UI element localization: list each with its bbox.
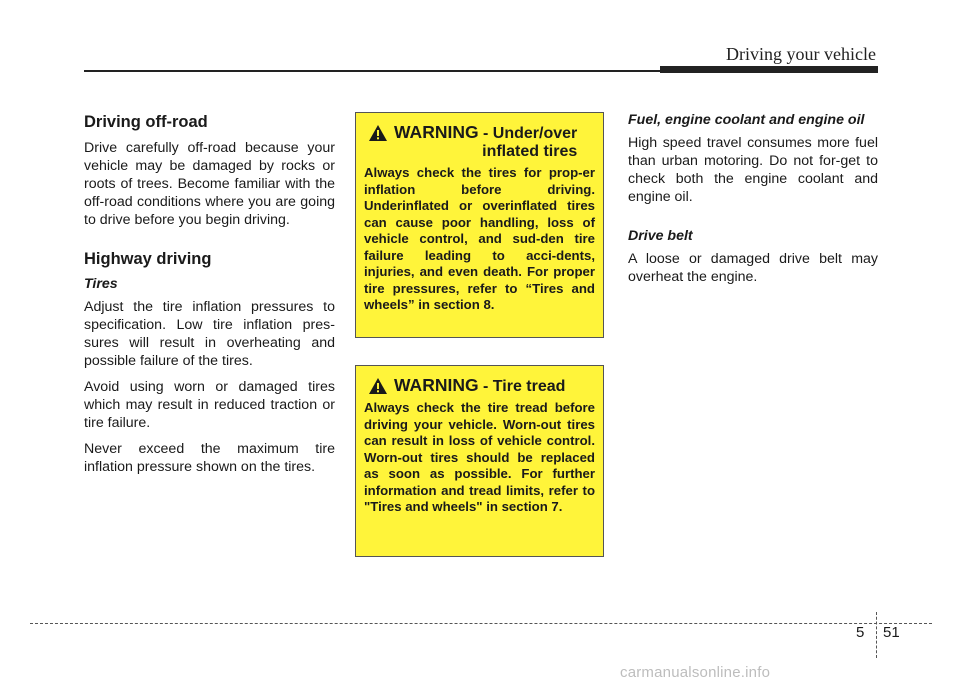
running-header: Driving your vehicle <box>726 44 876 64</box>
subheading-tires: Tires <box>84 276 118 292</box>
fuel-paragraph: High speed travel consumes more fuel than urban motoring. Do not for-get to check both the engine coolant and engine oil. <box>628 135 878 205</box>
right-column <box>628 112 878 294</box>
tires-paragraph-2: Avoid using worn or damaged tires which may result in reduced traction or tire failure. <box>84 379 335 431</box>
subheading-drive-belt: Drive belt <box>628 228 693 244</box>
warning-text: Always check the tires for prop-er inflation before driving. Underinflated or overinflated tires can cause poor handling, loss of vehicle control, and sud-den tire failure leading to acci-dents, injuries, and even death. For proper tire pressures, refer to “Tires and wheels” in section 8. <box>364 165 595 312</box>
header-bar <box>660 66 878 73</box>
left-column <box>84 112 335 484</box>
subheading-fuel-coolant-oil: Fuel, engine coolant and engine oil <box>628 112 865 128</box>
footer-divider <box>876 612 877 658</box>
warning-title-line2: inflated tires <box>482 143 578 160</box>
warning-keyword: WARNING <box>394 122 479 142</box>
warning-box-inflation <box>355 112 604 338</box>
warning-title <box>394 123 577 161</box>
belt-paragraph: A loose or damaged drive belt may overheat the engine. <box>628 251 878 285</box>
warning-box-tread <box>355 365 604 557</box>
header-rule <box>84 70 660 72</box>
heading-highway-driving: Highway driving <box>84 250 212 268</box>
warning-keyword: WARNING <box>394 375 479 395</box>
warning-title <box>394 376 565 396</box>
tires-paragraph-1: Adjust the tire inflation pressures to specification. Low tire inflation pres-sures will result in overheating and possible failure of the tires. <box>84 299 335 369</box>
heading-driving-off-road: Driving off-road <box>84 113 208 131</box>
tires-paragraph-3: Never exceed the maximum tire inflation pressure shown on the tires. <box>84 441 335 475</box>
warning-triangle-icon <box>368 377 388 395</box>
offroad-paragraph: Drive carefully off-road because your vehicle may be damaged by rocks or roots of trees. Become familiar with the off-road conditions where you are going to drive before you begin driving. <box>84 140 335 228</box>
warning-text: Always check the tire tread before driving your vehicle. Worn-out tires can result in loss of vehicle control. Worn-out tires should be replaced as soon as possible. For further information and tread limits, refer to "Tires and wheels" in section 7. <box>364 400 595 514</box>
footer-dashed-rule <box>30 623 932 624</box>
watermark: carmanualsonline.info <box>620 664 771 681</box>
page-number: 51 <box>883 624 900 641</box>
chapter-number: 5 <box>856 624 865 641</box>
warning-title-line1: - Tire tread <box>478 378 566 395</box>
warning-triangle-icon <box>368 124 388 142</box>
warning-title-line1: - Under/over <box>478 125 578 142</box>
